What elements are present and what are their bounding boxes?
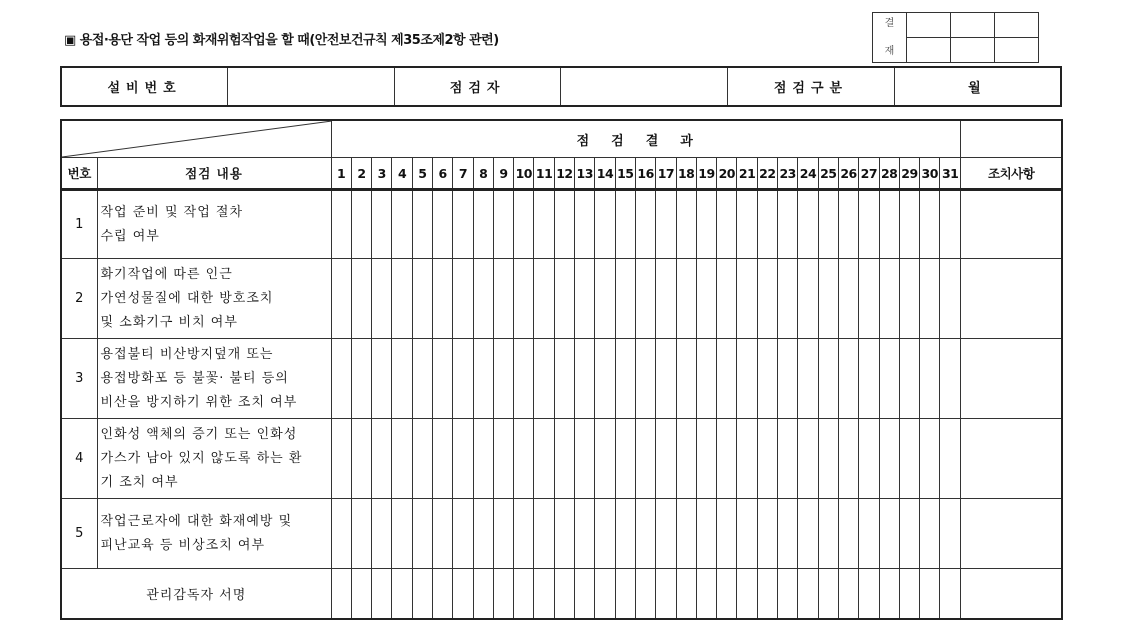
day-check-cell[interactable] bbox=[554, 259, 574, 339]
day-check-cell[interactable] bbox=[737, 259, 757, 339]
table-row bbox=[61, 259, 1062, 339]
day-check-cell[interactable] bbox=[351, 499, 371, 569]
approval-cell[interactable] bbox=[951, 13, 995, 38]
day-check-cell[interactable] bbox=[696, 259, 716, 339]
approval-cell[interactable] bbox=[907, 13, 951, 38]
day-check-cell[interactable] bbox=[595, 190, 615, 259]
day-header: 14 bbox=[595, 158, 615, 190]
day-check-cell[interactable] bbox=[635, 419, 655, 499]
day-check-cell[interactable] bbox=[778, 499, 798, 569]
content-line: 용접불티 비산방지덮개 또는 bbox=[100, 346, 274, 362]
day-check-cell[interactable] bbox=[696, 569, 716, 619]
content-line: 인화성 액체의 증기 또는 인화성 bbox=[100, 426, 298, 442]
day-check-cell[interactable] bbox=[412, 499, 432, 569]
row-number: 2 bbox=[61, 259, 97, 339]
day-check-cell[interactable] bbox=[940, 259, 961, 339]
day-check-cell[interactable] bbox=[676, 569, 696, 619]
day-header: 26 bbox=[838, 158, 858, 190]
action-header: 조치사항 bbox=[960, 158, 1062, 190]
day-check-cell[interactable] bbox=[717, 259, 737, 339]
day-check-cell[interactable] bbox=[514, 259, 534, 339]
table-row bbox=[61, 499, 1062, 569]
day-check-cell[interactable] bbox=[554, 190, 574, 259]
day-check-cell[interactable] bbox=[534, 259, 554, 339]
day-check-cell[interactable] bbox=[920, 259, 940, 339]
day-check-cell[interactable] bbox=[575, 569, 595, 619]
day-header: 5 bbox=[412, 158, 432, 190]
day-check-cell[interactable] bbox=[859, 419, 879, 499]
day-check-cell[interactable] bbox=[798, 499, 818, 569]
day-check-cell[interactable] bbox=[656, 259, 676, 339]
equipment-no-field[interactable] bbox=[228, 67, 395, 106]
day-check-cell[interactable] bbox=[920, 190, 940, 259]
day-check-cell[interactable] bbox=[432, 339, 452, 419]
day-check-cell[interactable] bbox=[778, 339, 798, 419]
day-check-cell[interactable] bbox=[331, 499, 351, 569]
day-check-cell[interactable] bbox=[757, 339, 777, 419]
day-check-cell[interactable] bbox=[940, 499, 961, 569]
content-line: 가스가 남아 있지 않도록 하는 환 bbox=[100, 450, 303, 466]
action-cell[interactable] bbox=[960, 339, 1062, 419]
day-check-cell[interactable] bbox=[656, 190, 676, 259]
day-check-cell[interactable] bbox=[696, 419, 716, 499]
day-header: 12 bbox=[554, 158, 574, 190]
day-check-cell[interactable] bbox=[656, 419, 676, 499]
table-row bbox=[61, 339, 1062, 419]
day-check-cell[interactable] bbox=[372, 190, 392, 259]
day-check-cell[interactable] bbox=[514, 569, 534, 619]
day-check-cell[interactable] bbox=[899, 190, 919, 259]
day-check-cell[interactable] bbox=[757, 190, 777, 259]
table-row bbox=[61, 190, 1062, 259]
day-check-cell[interactable] bbox=[534, 499, 554, 569]
signature-label: 관리감독자 서명 bbox=[61, 569, 331, 619]
day-check-cell[interactable] bbox=[453, 419, 473, 499]
day-check-cell[interactable] bbox=[656, 569, 676, 619]
day-check-cell[interactable] bbox=[412, 569, 432, 619]
day-check-cell[interactable] bbox=[615, 419, 635, 499]
inspector-field[interactable] bbox=[561, 67, 728, 106]
day-check-cell[interactable] bbox=[493, 569, 513, 619]
day-check-cell[interactable] bbox=[351, 419, 371, 499]
day-header: 6 bbox=[432, 158, 452, 190]
row-number: 5 bbox=[61, 499, 97, 569]
day-check-cell[interactable] bbox=[696, 339, 716, 419]
day-check-cell[interactable] bbox=[879, 259, 899, 339]
day-check-cell[interactable] bbox=[676, 419, 696, 499]
day-header: 3 bbox=[372, 158, 392, 190]
content-line: 비산을 방지하기 위한 조치 여부 bbox=[100, 394, 298, 410]
day-check-cell[interactable] bbox=[899, 339, 919, 419]
day-check-cell[interactable] bbox=[696, 190, 716, 259]
day-check-cell[interactable] bbox=[514, 339, 534, 419]
day-check-cell[interactable] bbox=[920, 569, 940, 619]
day-check-cell[interactable] bbox=[432, 569, 452, 619]
day-check-cell[interactable] bbox=[615, 499, 635, 569]
day-check-cell[interactable] bbox=[615, 190, 635, 259]
day-check-cell[interactable] bbox=[635, 499, 655, 569]
day-header: 17 bbox=[656, 158, 676, 190]
approval-label: 결 재 bbox=[873, 13, 907, 63]
day-check-cell[interactable] bbox=[473, 259, 493, 339]
day-check-cell[interactable] bbox=[372, 499, 392, 569]
day-check-cell[interactable] bbox=[372, 419, 392, 499]
day-check-cell[interactable] bbox=[859, 569, 879, 619]
day-check-cell[interactable] bbox=[635, 190, 655, 259]
day-header: 27 bbox=[859, 158, 879, 190]
day-check-cell[interactable] bbox=[635, 339, 655, 419]
day-check-cell[interactable] bbox=[859, 339, 879, 419]
day-check-cell[interactable] bbox=[920, 419, 940, 499]
day-header: 2 bbox=[351, 158, 371, 190]
info-table bbox=[60, 66, 1062, 107]
day-check-cell[interactable] bbox=[676, 499, 696, 569]
day-check-cell[interactable] bbox=[757, 569, 777, 619]
day-check-cell[interactable] bbox=[412, 190, 432, 259]
day-check-cell[interactable] bbox=[351, 259, 371, 339]
day-header: 31 bbox=[940, 158, 961, 190]
day-check-cell[interactable] bbox=[575, 190, 595, 259]
signature-row bbox=[61, 569, 1062, 619]
day-check-cell[interactable] bbox=[818, 339, 838, 419]
day-check-cell[interactable] bbox=[331, 190, 351, 259]
day-check-cell[interactable] bbox=[940, 419, 961, 499]
day-header: 9 bbox=[493, 158, 513, 190]
day-header: 13 bbox=[575, 158, 595, 190]
day-check-cell[interactable] bbox=[879, 499, 899, 569]
approval-box bbox=[872, 12, 1039, 63]
day-check-cell[interactable] bbox=[899, 259, 919, 339]
day-check-cell[interactable] bbox=[331, 339, 351, 419]
day-check-cell[interactable] bbox=[676, 259, 696, 339]
day-check-cell[interactable] bbox=[595, 499, 615, 569]
day-check-cell[interactable] bbox=[696, 499, 716, 569]
day-check-cell[interactable] bbox=[493, 259, 513, 339]
day-check-cell[interactable] bbox=[554, 499, 574, 569]
day-check-cell[interactable] bbox=[493, 339, 513, 419]
action-cell[interactable] bbox=[960, 190, 1062, 259]
day-check-cell[interactable] bbox=[737, 569, 757, 619]
day-check-cell[interactable] bbox=[392, 259, 412, 339]
day-check-cell[interactable] bbox=[859, 259, 879, 339]
day-check-cell[interactable] bbox=[818, 419, 838, 499]
day-check-cell[interactable] bbox=[473, 419, 493, 499]
day-check-cell[interactable] bbox=[717, 190, 737, 259]
day-check-cell[interactable] bbox=[595, 569, 615, 619]
day-check-cell[interactable] bbox=[879, 190, 899, 259]
check-item-content bbox=[97, 259, 331, 339]
day-check-cell[interactable] bbox=[940, 339, 961, 419]
day-check-cell[interactable] bbox=[838, 569, 858, 619]
action-cell[interactable] bbox=[960, 419, 1062, 499]
day-header: 18 bbox=[676, 158, 696, 190]
day-check-cell[interactable] bbox=[392, 499, 412, 569]
day-check-cell[interactable] bbox=[838, 419, 858, 499]
content-header: 점검 내용 bbox=[97, 158, 331, 190]
day-check-cell[interactable] bbox=[899, 499, 919, 569]
day-check-cell[interactable] bbox=[940, 190, 961, 259]
day-check-cell[interactable] bbox=[412, 339, 432, 419]
day-check-cell[interactable] bbox=[920, 339, 940, 419]
day-check-cell[interactable] bbox=[859, 190, 879, 259]
day-check-cell[interactable] bbox=[351, 569, 371, 619]
day-check-cell[interactable] bbox=[595, 259, 615, 339]
day-check-cell[interactable] bbox=[859, 499, 879, 569]
day-check-cell[interactable] bbox=[534, 190, 554, 259]
day-check-cell[interactable] bbox=[778, 419, 798, 499]
check-item-content bbox=[97, 419, 331, 499]
day-check-cell[interactable] bbox=[575, 259, 595, 339]
day-check-cell[interactable] bbox=[473, 569, 493, 619]
inspection-type-field[interactable]: 월 bbox=[894, 67, 1061, 106]
day-check-cell[interactable] bbox=[534, 419, 554, 499]
day-check-cell[interactable] bbox=[392, 569, 412, 619]
checklist-table bbox=[60, 119, 1063, 620]
content-line: 수립 여부 bbox=[100, 228, 160, 244]
day-check-cell[interactable] bbox=[432, 419, 452, 499]
day-check-cell[interactable] bbox=[595, 339, 615, 419]
day-check-cell[interactable] bbox=[453, 259, 473, 339]
day-header: 10 bbox=[514, 158, 534, 190]
day-check-cell[interactable] bbox=[635, 569, 655, 619]
day-check-cell[interactable] bbox=[493, 499, 513, 569]
day-check-cell[interactable] bbox=[818, 569, 838, 619]
content-line: 작업 준비 및 작업 절차 bbox=[100, 204, 244, 220]
day-header: 4 bbox=[392, 158, 412, 190]
approval-sign-cell[interactable] bbox=[995, 38, 1039, 63]
day-check-cell[interactable] bbox=[798, 259, 818, 339]
day-header: 28 bbox=[879, 158, 899, 190]
action-header-blank bbox=[960, 120, 1062, 158]
day-check-cell[interactable] bbox=[351, 339, 371, 419]
diagonal-header-cell bbox=[61, 120, 331, 158]
day-check-cell[interactable] bbox=[392, 190, 412, 259]
day-check-cell[interactable] bbox=[676, 190, 696, 259]
day-check-cell[interactable] bbox=[432, 259, 452, 339]
day-check-cell[interactable] bbox=[737, 419, 757, 499]
day-check-cell[interactable] bbox=[879, 419, 899, 499]
content-line: 기 조치 여부 bbox=[100, 474, 179, 490]
day-check-cell[interactable] bbox=[392, 339, 412, 419]
content-line: 및 소화기구 비치 여부 bbox=[100, 314, 238, 330]
day-check-cell[interactable] bbox=[514, 419, 534, 499]
action-cell[interactable] bbox=[960, 569, 1062, 619]
day-check-cell[interactable] bbox=[778, 259, 798, 339]
day-check-cell[interactable] bbox=[412, 419, 432, 499]
day-check-cell[interactable] bbox=[392, 419, 412, 499]
day-check-cell[interactable] bbox=[331, 259, 351, 339]
day-header: 23 bbox=[778, 158, 798, 190]
day-check-cell[interactable] bbox=[798, 419, 818, 499]
day-check-cell[interactable] bbox=[798, 190, 818, 259]
day-check-cell[interactable] bbox=[534, 569, 554, 619]
day-header: 19 bbox=[696, 158, 716, 190]
check-item-content bbox=[97, 339, 331, 419]
day-check-cell[interactable] bbox=[615, 569, 635, 619]
day-check-cell[interactable] bbox=[473, 499, 493, 569]
day-check-cell[interactable] bbox=[372, 339, 392, 419]
day-check-cell[interactable] bbox=[717, 339, 737, 419]
action-cell[interactable] bbox=[960, 259, 1062, 339]
day-check-cell[interactable] bbox=[798, 339, 818, 419]
day-header: 21 bbox=[737, 158, 757, 190]
day-check-cell[interactable] bbox=[453, 569, 473, 619]
check-item-content bbox=[97, 499, 331, 569]
day-check-cell[interactable] bbox=[575, 339, 595, 419]
day-check-cell[interactable] bbox=[818, 190, 838, 259]
day-check-cell[interactable] bbox=[798, 569, 818, 619]
content-line: 용접방화포 등 불꽃· 불티 등의 bbox=[100, 370, 289, 386]
day-header: 20 bbox=[717, 158, 737, 190]
day-check-cell[interactable] bbox=[818, 499, 838, 569]
day-check-cell[interactable] bbox=[331, 419, 351, 499]
day-header: 7 bbox=[453, 158, 473, 190]
approval-sign-cell[interactable] bbox=[951, 38, 995, 63]
day-check-cell[interactable] bbox=[737, 190, 757, 259]
day-check-cell[interactable] bbox=[453, 499, 473, 569]
equipment-no-label: 설비번호 bbox=[61, 67, 228, 106]
content-line: 작업근로자에 대한 화재예방 및 bbox=[100, 513, 293, 529]
day-header: 24 bbox=[798, 158, 818, 190]
day-check-cell[interactable] bbox=[717, 569, 737, 619]
inspector-label: 점검자 bbox=[394, 67, 561, 106]
day-check-cell[interactable] bbox=[453, 190, 473, 259]
day-check-cell[interactable] bbox=[899, 569, 919, 619]
day-check-cell[interactable] bbox=[838, 259, 858, 339]
day-check-cell[interactable] bbox=[372, 569, 392, 619]
day-check-cell[interactable] bbox=[737, 499, 757, 569]
day-check-cell[interactable] bbox=[757, 419, 777, 499]
day-header: 29 bbox=[899, 158, 919, 190]
day-check-cell[interactable] bbox=[432, 499, 452, 569]
day-check-cell[interactable] bbox=[412, 259, 432, 339]
no-header: 번호 bbox=[61, 158, 97, 190]
day-check-cell[interactable] bbox=[656, 339, 676, 419]
day-check-cell[interactable] bbox=[575, 419, 595, 499]
day-check-cell[interactable] bbox=[514, 190, 534, 259]
day-check-cell[interactable] bbox=[351, 190, 371, 259]
day-check-cell[interactable] bbox=[635, 259, 655, 339]
day-header: 11 bbox=[534, 158, 554, 190]
day-check-cell[interactable] bbox=[554, 339, 574, 419]
approval-sign-cell[interactable] bbox=[907, 38, 951, 63]
day-check-cell[interactable] bbox=[940, 569, 961, 619]
day-check-cell[interactable] bbox=[575, 499, 595, 569]
day-header: 15 bbox=[615, 158, 635, 190]
day-check-cell[interactable] bbox=[514, 499, 534, 569]
day-check-cell[interactable] bbox=[554, 569, 574, 619]
day-check-cell[interactable] bbox=[879, 569, 899, 619]
day-check-cell[interactable] bbox=[453, 339, 473, 419]
day-check-cell[interactable] bbox=[473, 190, 493, 259]
result-header: 점검결과 bbox=[331, 120, 960, 158]
day-check-cell[interactable] bbox=[737, 339, 757, 419]
row-number: 4 bbox=[61, 419, 97, 499]
day-check-cell[interactable] bbox=[920, 499, 940, 569]
day-header: 25 bbox=[818, 158, 838, 190]
day-check-cell[interactable] bbox=[717, 499, 737, 569]
day-check-cell[interactable] bbox=[757, 499, 777, 569]
day-check-cell[interactable] bbox=[899, 419, 919, 499]
day-check-cell[interactable] bbox=[615, 259, 635, 339]
day-check-cell[interactable] bbox=[615, 339, 635, 419]
check-item-content bbox=[97, 190, 331, 259]
action-cell[interactable] bbox=[960, 499, 1062, 569]
day-check-cell[interactable] bbox=[818, 259, 838, 339]
day-check-cell[interactable] bbox=[656, 499, 676, 569]
page-title: ▣ 용접·용단 작업 등의 화재위험작업을 할 때(안전보건규칙 제35조제2항 관련) bbox=[64, 33, 499, 48]
table-row bbox=[61, 419, 1062, 499]
day-check-cell[interactable] bbox=[493, 419, 513, 499]
day-check-cell[interactable] bbox=[838, 190, 858, 259]
day-check-cell[interactable] bbox=[473, 339, 493, 419]
day-check-cell[interactable] bbox=[493, 190, 513, 259]
day-check-cell[interactable] bbox=[331, 569, 351, 619]
day-check-cell[interactable] bbox=[778, 190, 798, 259]
day-check-cell[interactable] bbox=[717, 419, 737, 499]
day-check-cell[interactable] bbox=[879, 339, 899, 419]
content-line: 가연성물질에 대한 방호조치 bbox=[100, 290, 274, 306]
content-line: 화기작업에 따른 인근 bbox=[100, 266, 233, 282]
day-header: 1 bbox=[331, 158, 351, 190]
day-check-cell[interactable] bbox=[534, 339, 554, 419]
day-check-cell[interactable] bbox=[676, 339, 696, 419]
day-check-cell[interactable] bbox=[432, 190, 452, 259]
diagonal-line bbox=[62, 121, 332, 157]
day-check-cell[interactable] bbox=[838, 339, 858, 419]
day-header: 16 bbox=[635, 158, 655, 190]
day-header: 30 bbox=[920, 158, 940, 190]
day-check-cell[interactable] bbox=[372, 259, 392, 339]
day-header: 8 bbox=[473, 158, 493, 190]
day-check-cell[interactable] bbox=[778, 569, 798, 619]
row-number: 1 bbox=[61, 190, 97, 259]
row-number: 3 bbox=[61, 339, 97, 419]
day-check-cell[interactable] bbox=[757, 259, 777, 339]
inspection-type-label: 점검구분 bbox=[728, 67, 895, 106]
day-check-cell[interactable] bbox=[838, 499, 858, 569]
day-check-cell[interactable] bbox=[595, 419, 615, 499]
content-line: 피난교육 등 비상조치 여부 bbox=[100, 537, 266, 553]
approval-cell[interactable] bbox=[995, 13, 1039, 38]
day-header: 22 bbox=[757, 158, 777, 190]
day-check-cell[interactable] bbox=[554, 419, 574, 499]
